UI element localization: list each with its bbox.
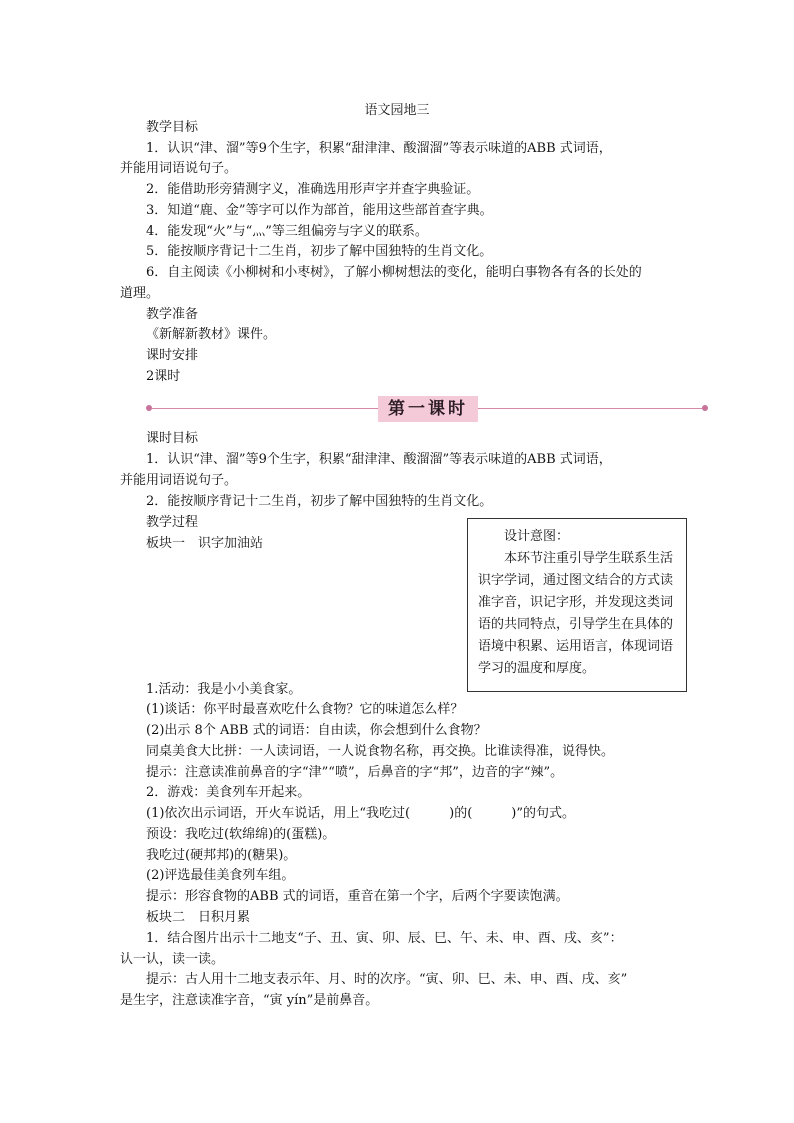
banner-rule-right [478, 408, 702, 409]
goal-line: 并能用词语说句子。 [120, 161, 238, 176]
heading-teaching-prep: 教学准备 [146, 307, 199, 322]
heading-teaching-goals: 教学目标 [146, 120, 199, 135]
goal-line: 2．能借助形旁猜测字义，准确选用形声字并查字典验证。 [146, 182, 480, 197]
tip-line: 是生字，注意读准字音，“寅 yín”是前鼻音。 [120, 993, 379, 1008]
activity-line: (2)出示 8个 ABB 式的词语：自由读，你会想到什么食物？ [146, 723, 487, 738]
heading-schedule: 课时安排 [146, 348, 199, 363]
goal-line: 6．自主阅读《小柳树和小枣树》，了解小柳树想法的变化，能明白事物各有各的长处的 [146, 265, 642, 280]
heading-teaching-process: 教学过程 [146, 515, 199, 530]
goal-line: 4．能发现“火”与“灬”等三组偏旁与字义的联系。 [146, 224, 428, 239]
schedule-line: 2课时 [146, 369, 181, 384]
game-line: (2)评选最佳美食列车组。 [146, 868, 295, 883]
lesson-goal-line: 2．能按顺序背记十二生肖，初步了解中国独特的生肖文化。 [146, 494, 493, 509]
activity-line: (1)谈话：你平时最喜欢吃什么食物？它的味道怎么样？ [146, 702, 464, 717]
block-one-heading: 板块一 识字加油站 [146, 536, 264, 551]
goal-line: 5．能按顺序背记十二生肖，初步了解中国独特的生肖文化。 [146, 244, 493, 259]
goal-line: 3．知道“鹿、金”等字可以作为部首，能用这些部首查字典。 [146, 203, 493, 218]
section-banner [146, 396, 708, 422]
lesson-goal-line: 1．认识“津、溜”等9个生字，积累“甜津津、酸溜溜”等表示味道的ABB 式词语， [146, 452, 612, 467]
tip-line: 提示：形容食物的ABB 式的词语，重音在第一个字，后两个字要读饱满。 [146, 889, 569, 904]
game-line: 2．游戏：美食列车开起来。 [146, 785, 311, 800]
game-line: (1)依次出示词语，开火车说话，用上“我吃过( )的( )”的句式。 [146, 806, 575, 821]
block-two-heading: 板块二 日积月累 [146, 910, 251, 925]
design-intent-box [467, 518, 687, 692]
lesson-goal-line: 并能用词语说句子。 [120, 473, 238, 488]
tip-line: 提示：古人用十二地支表示年、月、时的次序。“寅、卯、巳、未、申、酉、戌、亥” [146, 972, 628, 987]
banner-dot-left [146, 405, 152, 411]
goal-line: 1．认识“津、溜”等9个生字，积累“甜津津、酸溜溜”等表示味道的ABB 式词语， [146, 141, 612, 156]
banner-rule-left [152, 408, 378, 409]
design-intent-title: 设计意图： [504, 529, 570, 544]
page-title: 语文园地三 [364, 103, 430, 118]
branches-line: 1．结合图片出示十二地支“子、丑、寅、卯、辰、巳、午、未、申、酉、戌、亥”： [146, 931, 623, 946]
game-line: 预设：我吃过(软绵绵)的(蛋糕)。 [146, 827, 336, 842]
activity-line: 1.活动：我是小小美食家。 [146, 682, 302, 697]
heading-lesson-goals: 课时目标 [146, 431, 199, 446]
banner-dot-right [702, 405, 708, 411]
branches-line: 认一认，读一读。 [120, 952, 225, 967]
section-banner-label: 第一课时 [378, 396, 478, 422]
design-intent-body: 本环节注重引导学生联系生活识字学词，通过图文结合的方式读准字音，识记字形，并发现这类词语的共同特点，引导学生在具体的语境中积累、运用语言，体现词语学习的温度和厚度。 [478, 551, 674, 676]
goal-line: 道理。 [120, 286, 160, 301]
tip-line: 提示：注意读准前鼻音的字“津”“喷”，后鼻音的字“邦”，边音的字“辣”。 [146, 765, 564, 780]
prep-line: 《新解新教材》课件。 [146, 327, 277, 342]
activity-line: 同桌美食大比拼：一人读词语，一人说食物名称，再交换。比谁读得准，说得快。 [146, 744, 615, 759]
game-line: 我吃过(硬邦邦)的(糖果)。 [146, 848, 297, 863]
